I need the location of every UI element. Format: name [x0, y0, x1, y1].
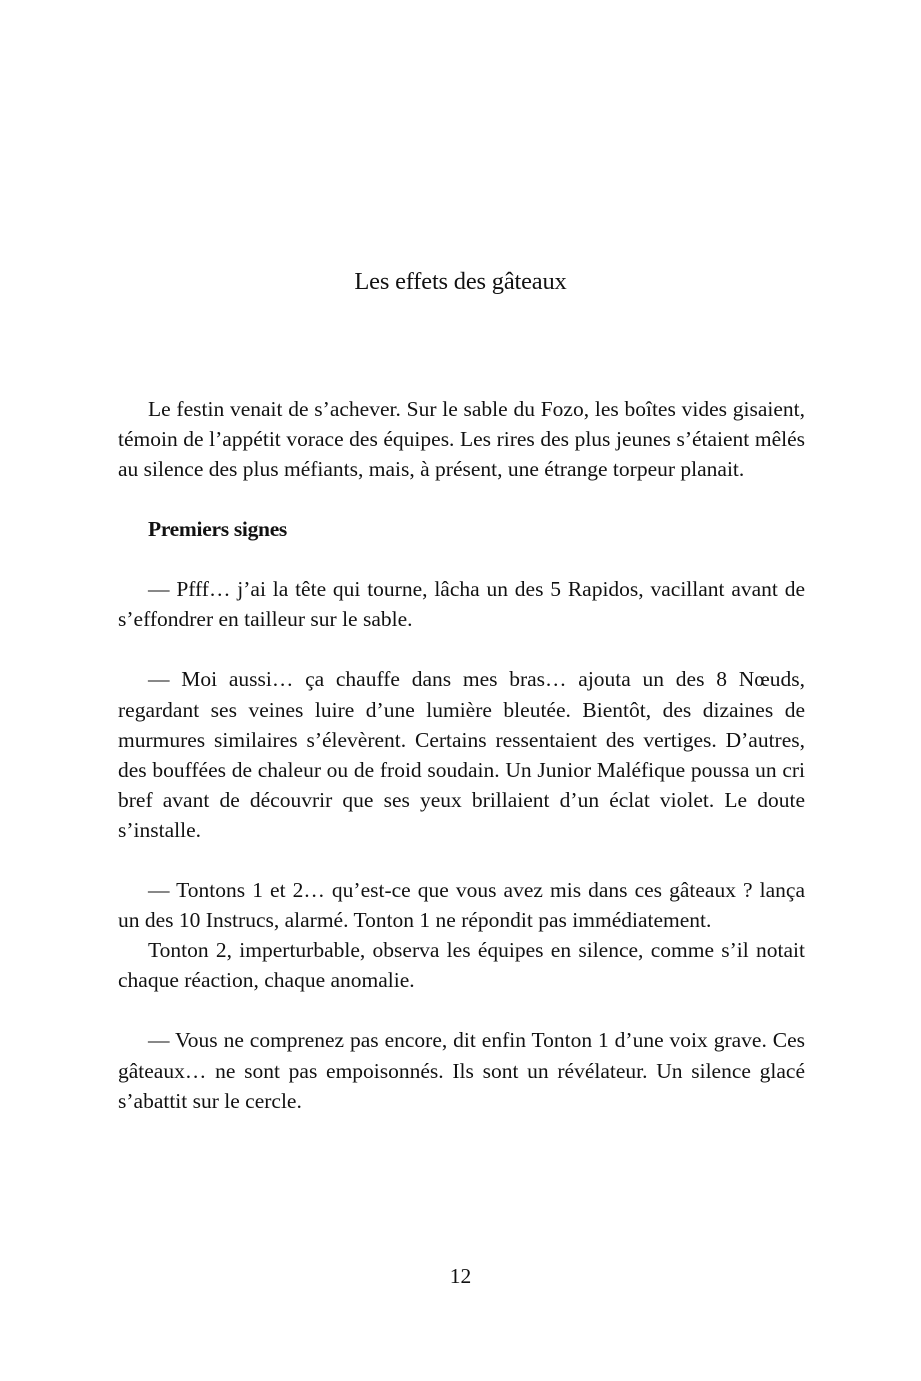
paragraph-dialogue-3: — Tontons 1 et 2… qu’est-ce que vous avez mis dans ces gâteaux ? lança un des 10 Instrucs, alarmé. Tonton 1 ne répondit pas immédiatement.	[118, 878, 805, 933]
chapter-body	[118, 394, 805, 1116]
chapter-title: Les effets des gâteaux	[354, 268, 567, 295]
page-number: 12	[449, 1264, 472, 1288]
paragraph-dialogue-2: — Moi aussi… ça chauffe dans mes bras… ajouta un des 8 Nœuds, regardant ses veines luire d’une lumière bleutée. Bientôt, des dizaines de murmures similaires s’élevèrent. Certains ressentaient des vertiges. D’autres, des bouffées de chaleur ou de froid soudain. Un Junior Maléfique poussa un cri bref avant de découvrir que ses yeux brillaient d’un éclat violet. Le doute s’installe.	[118, 667, 805, 842]
paragraph-narration-1: Tonton 2, imperturbable, observa les équipes en silence, comme s’il notait chaque réaction, chaque anomalie.	[118, 938, 805, 993]
paragraph-dialogue-4: — Vous ne comprenez pas encore, dit enfin Tonton 1 d’une voix grave. Ces gâteaux… ne sont pas empoisonnés. Ils sont un révélateur. Un silence glacé s’abattit sur le cercle.	[118, 1028, 805, 1113]
paragraph-dialogue-1: — Pfff… j’ai la tête qui tourne, lâcha un des 5 Rapidos, vacillant avant de s’effondrer en tailleur sur le sable.	[118, 577, 805, 632]
paragraph-intro: Le festin venait de s’achever. Sur le sable du Fozo, les boîtes vides gisaient, témoin de l’appétit vorace des équipes. Les rires des plus jeunes s’étaient mêlés au silence des plus méfiants, mais, à présent, une étrange torpeur planait.	[118, 397, 805, 482]
section-heading: Premiers signes	[148, 517, 287, 542]
